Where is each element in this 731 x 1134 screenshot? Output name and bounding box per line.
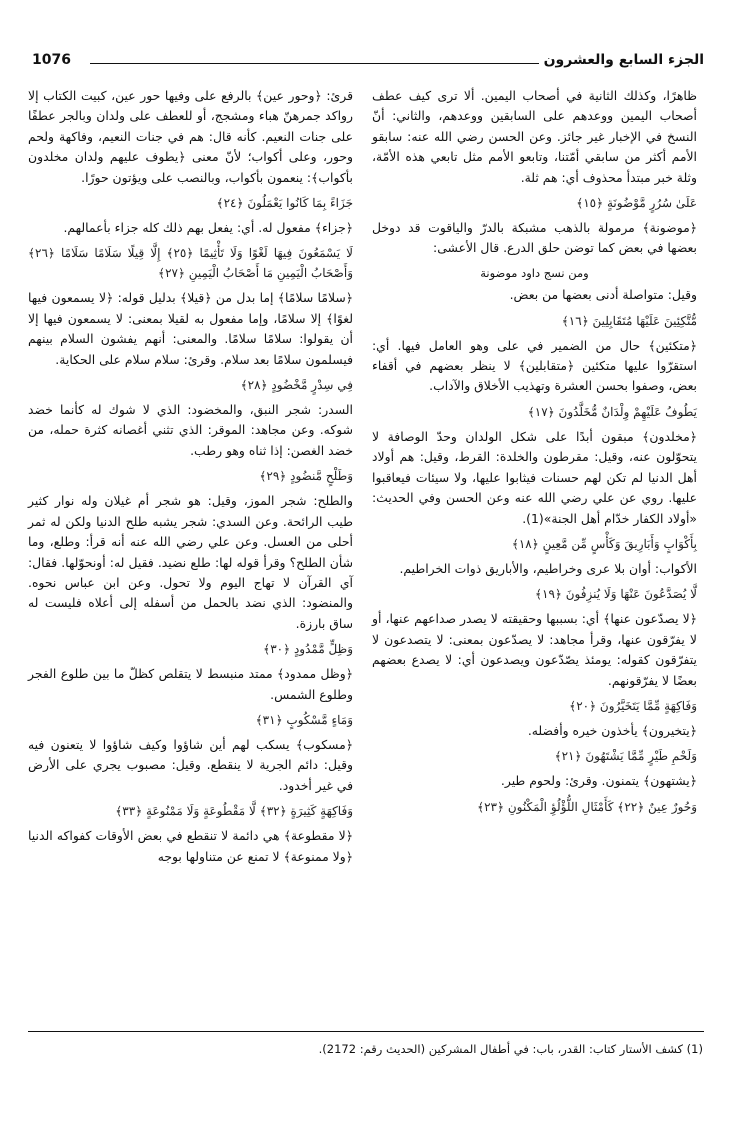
right-column [372, 86, 697, 822]
quran-verse: جَزَاءً بِمَا كَانُوا يَعْمَلُونَ ﴿٢٤﴾ [216, 196, 353, 211]
commentary-paragraph: ﴿متكئين﴾ حال من الضمير في على وهو العامل فيها. أي: استقرّوا عليها متكئين ﴿متقابلين﴾ لا ينظر بعضهم في أقفاء بعض، وصفوا بحسن العشرة وتهذيب الأخلاق والآداب. [372, 337, 697, 394]
page-header [32, 52, 704, 74]
commentary-paragraph: ﴿وظل ممدود﴾ ممتد منبسط لا يتقلص كظلّ ما بين طلوع الفجر وطلوع الشمس. [28, 666, 353, 702]
quran-verse: بِأَكْوَابٍ وَأَبَارِيقَ وَكَأْسٍ مِّن مَّعِينٍ ﴿١٨﴾ [511, 536, 697, 551]
commentary-paragraph: ﴿يتخيرون﴾ يأخذون خيره وأفضله. [527, 722, 697, 738]
quran-verse: وَفَاكِهَةٍ مِّمَّا يَتَخَيَّرُونَ ﴿٢٠﴾ [569, 698, 697, 713]
commentary-paragraph: ﴿يشتهون﴾ يتمنون. وقرئ: ولحوم طير. [500, 773, 697, 789]
quran-verse: وَظِلٍّ مَّمْدُودٍ ﴿٣٠﴾ [263, 642, 353, 657]
commentary-paragraph: ﴿لا مقطوعة﴾ هي دائمة لا تنقطع في بعض الأوقات كفواكه الدنيا ﴿ولا ممنوعة﴾ لا تمنع عن متناولها بوجه [28, 828, 353, 864]
quran-verse: وَلَحْمِ طَيْرٍ مِّمَّا يَشْتَهُونَ ﴿٢١﴾ [554, 749, 697, 764]
quran-verse: وَحُورٌ عِينٌ ﴿٢٢﴾ كَأَمْثَالِ اللُّؤْلُؤِ الْمَكْنُونِ ﴿٢٣﴾ [477, 799, 697, 814]
commentary-paragraph: الأكواب: أوان بلا عرى وخراطيم، والأباريق ذوات الخراطيم. [399, 560, 697, 576]
commentary-paragraph: قرئ: ﴿وحور عين﴾ بالرفع على وفيها حور عين، كبيت الكتاب إلا رواكد جمرهنّ هباء ومشجج، أو للعطف على ولدان وبالجر عطفًا على جنات النعيم. كأنه قال: هم في جنات النعيم، وفاكهة ولحم وحور، وعلى أكواب؛ لأنّ معنى ﴿يطوف عليهم ولدان مخلدون بأكواب﴾: ينعمون بأكواب، وبالنصب على ويؤتون حورًا. [28, 88, 353, 185]
quran-verse: وَمَاءٍ مَّسْكُوبٍ ﴿٣١﴾ [255, 712, 353, 727]
left-column [28, 86, 353, 871]
commentary-paragraph: السدر: شجر النبق، والمخضود: الذي لا شوك له كأنما خضد شوكه. وعن مجاهد: الموقر: الذي تثني أغصانه كثرة حمله، من خضد الغصن: إذا ثناه وهو رطب. [28, 402, 353, 458]
poetry-line: ومن نسج داود موضونة [480, 265, 589, 280]
quran-verse: عَلَىٰ سُرُرٍ مَّوْضُونَةٍ ﴿١٥﴾ [576, 196, 697, 211]
footnote-rule [28, 1031, 704, 1032]
quran-verse: فِي سِدْرٍ مَّخْضُودٍ ﴿٢٨﴾ [240, 378, 353, 393]
quran-verse: يَطُوفُ عَلَيْهِمْ وِلْدَانٌ مُّخَلَّدُونَ ﴿١٧﴾ [527, 404, 697, 419]
quran-verse: وَفَاكِهَةٍ كَثِيرَةٍ ﴿٣٢﴾ لَّا مَقْطُوعَةٍ وَلَا مَمْنُوعَةٍ ﴿٣٣﴾ [115, 804, 353, 819]
commentary-paragraph: ظاهرًا، وكذلك الثانية في أصحاب اليمين. ألا ترى كيف عطف أصحاب اليمين ووعدهم على السابقين ووعدهم، والثاني: أنّ النسخ في الإخبار غير جائز. وعن الحسن رضي الله عنه: سابقو الأمم أكثر من سابقي أمّتنا، وتابعو الأمم مثل تابعي هذه الأمّة، وثلة خبر مبتدأ محذوف أي: هم ثلة. [372, 88, 697, 185]
quran-verse: لَا يَسْمَعُونَ فِيهَا لَغْوًا وَلَا تَأْثِيمًا ﴿٢٥﴾ إِلَّا قِيلًا سَلَامًا سَلَامًا ﴿٢٦﴾ وَأَصْحَابُ الْيَمِينِ مَا أَصْحَابُ الْيَمِينِ ﴿٢٧﴾ [28, 246, 353, 281]
commentary-paragraph: ﴿جزاء﴾ مفعول له. أي: يفعل بهم ذلك كله جزاء بأعمالهم. [63, 220, 353, 236]
footnote: (1) كشف الأستار كتاب: القدر، باب: في أطفال المشركين (الحديث رقم: 2172). [318, 1042, 703, 1056]
commentary-paragraph: والطلح: شجر الموز، وقيل: هو شجر أم غيلان وله نوار كثير طيب الرائحة. وعن السدي: شجر يشبه طلح الدنيا ولكن له ثمر أحلى من العسل. وعن علي رضي الله عنه أنه قرأ: وطلع، وما شأن الطلح؟ وقرأ قوله لها: طلع نضيد. فقيل له: أونحوّلها. فقال: آي القرآن لا تهاج اليوم ولا تحول. وعن ابن عباس نحوه. والمنضود: الذي نضد بالحمل من أسفله إلى أعلاه فليست له ساق بارزة. [28, 493, 353, 631]
page-number: 1076 [32, 52, 71, 68]
commentary-paragraph: ﴿لا يصدّعون عنها﴾ أي: بسببها وحقيقته لا يصدر صداعهم عنها، أو لا يفرّقون عنها، وقرأ مجاهد: لا يصدّعون بمعنى: لا يتصدعون لا يتفرّقون كقوله: يومئذ يصّدّعون ويصدعون أي: لا يصدع بعضهم بعضًا لا يفرّقونهم. [372, 611, 697, 688]
commentary-paragraph: وقيل: متواصلة أدنى بعضها من بعض. [509, 287, 697, 303]
quran-verse: مُّتَّكِئِينَ عَلَيْهَا مُتَقَابِلِينَ ﴿١٦﴾ [561, 313, 697, 328]
quran-verse: وَطَلْحٍ مَّنضُودٍ ﴿٢٩﴾ [259, 469, 353, 484]
running-title: الجزء السابع والعشرون [543, 52, 704, 68]
commentary-paragraph: ﴿مخلدون﴾ مبقون أبدًا على شكل الولدان وحدّ الوصافة لا يتحوّلون عنه، وقيل: مقرطون والخلدة: القرط، وقيل: هم أولاد أهل الدنيا لم تكن لهم حسنات فيثابوا عليها، ولا سيئات فيعاقبوا عليها. روي عن علي رضي الله عنه وعن الحسن وفي الحديث: «أولاد الكفار خدّام أهل الجنة»(1). [372, 428, 697, 526]
quran-verse: لَّا يُصَدَّعُونَ عَنْهَا وَلَا يُنزِفُونَ ﴿١٩﴾ [534, 587, 697, 602]
header-rule [90, 63, 539, 64]
commentary-paragraph: ﴿مسكوب﴾ يسكب لهم أين شاؤوا وكيف شاؤوا لا يتعنون فيه وقيل: دائم الجرية لا ينقطع. وقيل: مصبوب يجري على الأرض في غير أخدود. [28, 736, 353, 793]
commentary-paragraph: ﴿موضونة﴾ مرمولة بالذهب مشبكة بالدرّ والياقوت قد دوخل بعضها في بعض كما توضن حلق الدرع. قال الأعشى: [372, 220, 697, 256]
commentary-paragraph: ﴿سلامًا سلامًا﴾ إما بدل من ﴿قيلا﴾ بدليل قوله: ﴿لا يسمعون فيها لغوًا﴾ إلا سلامًا، وإما مفعول به لقيلا بمعنى: لا يسمعون فيها إلا أن يقولوا: سلامًا سلامًا. والمعنى: أنهم يفشون السلام بينهم فيسلمون سلامًا بعد سلام. وقرئ: سلام سلام على الحكاية. [28, 290, 353, 367]
